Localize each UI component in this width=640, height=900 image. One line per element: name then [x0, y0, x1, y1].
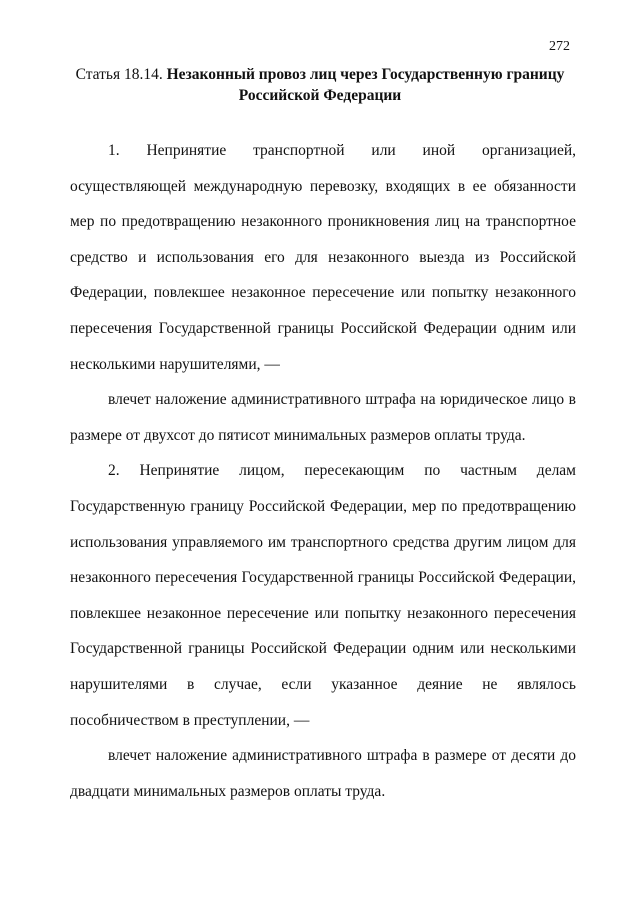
article-title: Незаконный провоз лиц через Государственную границу Российской Федерации — [166, 66, 565, 104]
paragraph-part-2: 2. Непринятие лицом, пересекающим по частным делам Государственную границу Российской Федерации, мер по предотвращению использования управляемого им транспортного средства другим лицом для незаконного пересечения Государственной границы Российской Федерации, повлекшее незаконное пересечение или попытку незаконного пересечения Государственной границы Российской Федерации одним или несколькими нарушителями в случае, если указанное деяние не являлось пособничеством в преступлении, — — [70, 462, 576, 729]
page-number: 272 — [549, 39, 570, 54]
paragraph-sanction-2: влечет наложение административного штрафа в размере от десяти до двадцати минимальных размеров оплаты труда. — [70, 747, 576, 800]
article-body — [70, 133, 576, 809]
paragraph-sanction-1: влечет наложение административного штрафа на юридическое лицо в размере от двухсот до пятисот минимальных размеров оплаты труда. — [70, 391, 576, 444]
article-heading — [70, 64, 570, 106]
article-label: Статья 18.14. — [75, 66, 163, 83]
paragraph-part-1: 1. Непринятие транспортной или иной организацией, осуществляющей международную перевозку, входящих в ее обязанности мер по предотвращению незаконного проникновения лиц на транспортное средство и использования его для незаконного выезда из Российской Федерации, повлекшее незаконное пересечение или попытку незаконного пересечения Государственной границы Российской Федерации одним или несколькими нарушителями, — — [70, 142, 576, 373]
